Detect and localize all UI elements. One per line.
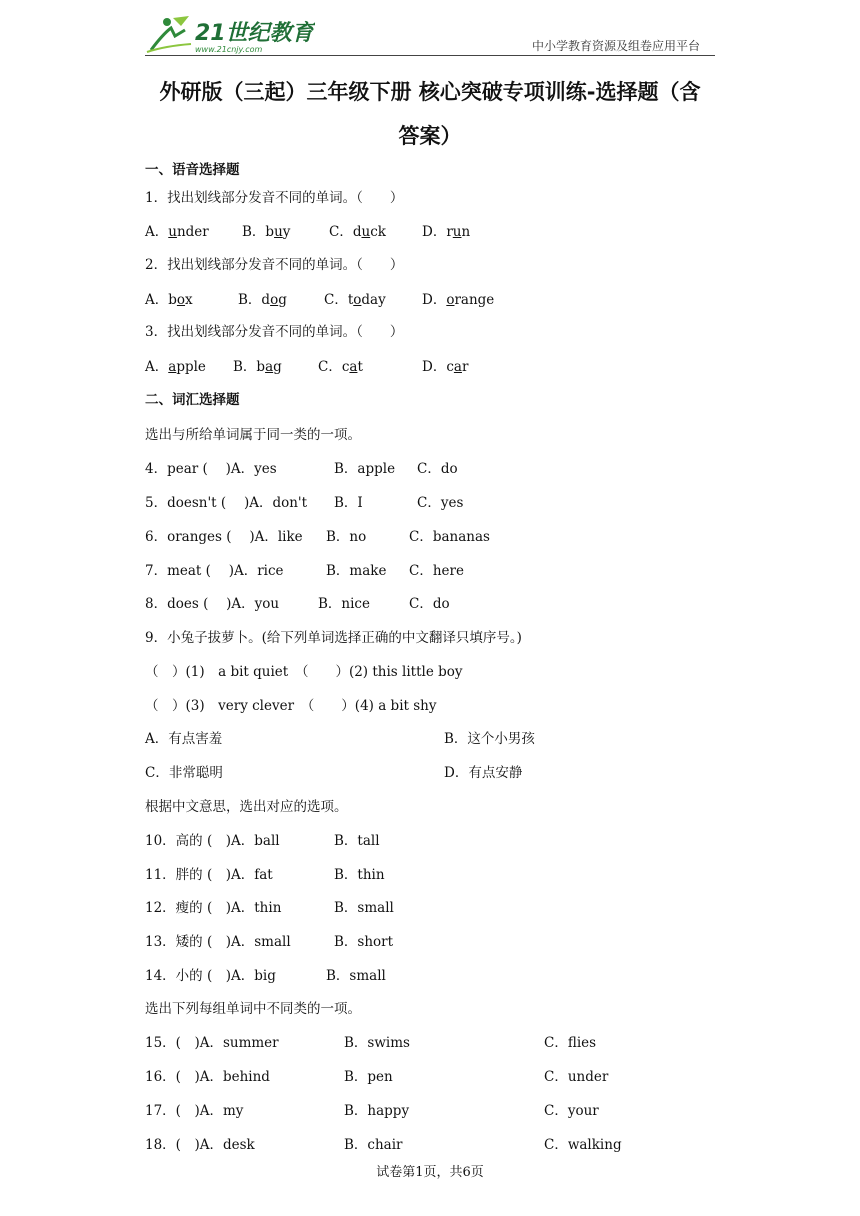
question-1-option-d: D．run xyxy=(422,224,471,240)
question-14: 14．小的 ( )A．big xyxy=(145,968,276,984)
question-4-option-c: C．do xyxy=(417,461,458,477)
instruction-same-category: 选出与所给单词属于同一类的一项。 xyxy=(145,427,361,443)
question-15-option-b: B．swims xyxy=(344,1035,410,1051)
question-7: 7．meat ( )A．rice xyxy=(145,563,284,579)
section-heading-vocabulary: 二、词汇选择题 xyxy=(145,392,240,408)
section-heading-phonics: 一、语音选择题 xyxy=(145,162,240,178)
question-9-option-d: D．有点安静 xyxy=(444,765,523,781)
question-6-option-b: B．no xyxy=(326,529,367,545)
svg-text:21世纪教育: 21世纪教育 xyxy=(195,21,314,46)
question-9-row-2: （ ）(3) very clever （ ）(4) a bit shy xyxy=(145,698,437,714)
question-1-option-b: B．buy xyxy=(242,224,291,240)
question-3-option-b: B．bag xyxy=(233,359,282,375)
question-16-option-c: C．under xyxy=(544,1069,609,1085)
question-10: 10．高的 ( )A．ball xyxy=(145,833,280,849)
question-2-option-c: C．today xyxy=(324,292,386,308)
question-9-option-c: C．非常聪明 xyxy=(145,765,223,781)
question-4: 4．pear ( )A．yes xyxy=(145,461,277,477)
question-1-option-c: C．duck xyxy=(329,224,386,240)
question-2-option-d: D．orange xyxy=(422,292,495,308)
question-9-option-b: B．这个小男孩 xyxy=(444,731,535,747)
question-9-row-1: （ ）(1) a bit quiet （ ）(2) this little boy xyxy=(145,664,463,680)
question-11: 11．胖的 ( )A．fat xyxy=(145,867,273,883)
doc-title-line1: 外研版（三起）三年级下册 核心突破专项训练-选择题（含 xyxy=(159,80,701,104)
svg-text:www.21cnjy.com: www.21cnjy.com xyxy=(195,45,263,54)
page-number: 试卷第1页，共6页 xyxy=(376,1165,484,1180)
question-2-option-a: A．box xyxy=(145,292,193,308)
question-18-option-b: B．chair xyxy=(344,1137,403,1153)
doc-title-line2: 答案） xyxy=(398,124,462,148)
question-2-stem: 2．找出划线部分发音不同的单词。（ ） xyxy=(145,257,404,273)
site-logo xyxy=(145,12,315,56)
question-17-option-c: C．your xyxy=(544,1103,599,1119)
question-2-option-b: B．dog xyxy=(238,292,287,308)
question-12-option-b: B．small xyxy=(334,900,394,916)
instruction-chinese-meaning: 根据中文意思，选出对应的选项。 xyxy=(145,799,348,815)
question-14-option-b: B．small xyxy=(326,968,386,984)
question-6: 6．oranges ( )A．like xyxy=(145,529,303,545)
header-divider xyxy=(145,55,715,56)
question-17: 17．( )A．my xyxy=(145,1103,244,1119)
question-15: 15．( )A．summer xyxy=(145,1035,279,1051)
platform-name: 中小学教育资源及组卷应用平台 xyxy=(531,39,700,53)
question-1-option-a: A．under xyxy=(145,224,209,240)
question-18: 18．( )A．desk xyxy=(145,1137,255,1153)
question-1-stem: 1．找出划线部分发音不同的单词。（ ） xyxy=(145,190,404,206)
question-16: 16．( )A．behind xyxy=(145,1069,270,1085)
question-8-option-b: B．nice xyxy=(318,596,370,612)
question-5-option-c: C．yes xyxy=(417,495,464,511)
question-16-option-b: B．pen xyxy=(344,1069,393,1085)
question-17-option-b: B．happy xyxy=(344,1103,410,1119)
question-3-option-c: C．cat xyxy=(318,359,363,375)
question-6-option-c: C．bananas xyxy=(409,529,490,545)
instruction-different-category: 选出下列每组单词中不同类的一项。 xyxy=(145,1001,361,1017)
question-9-stem: 9．小兔子拔萝卜。(给下列单词选择正确的中文翻译只填序号。) xyxy=(145,630,522,646)
question-18-option-c: C．walking xyxy=(544,1137,622,1153)
question-5-option-b: B．I xyxy=(334,495,363,511)
question-4-option-b: B．apple xyxy=(334,461,396,477)
question-10-option-b: B．tall xyxy=(334,833,380,849)
question-8: 8．does ( )A．you xyxy=(145,596,280,612)
question-3-option-d: D．car xyxy=(422,359,469,375)
question-11-option-b: B．thin xyxy=(334,867,385,883)
question-3-option-a: A．apple xyxy=(145,359,206,375)
question-12: 12．瘦的 ( )A．thin xyxy=(145,900,282,916)
question-13: 13．矮的 ( )A．small xyxy=(145,934,291,950)
question-13-option-b: B．short xyxy=(334,934,394,950)
question-3-stem: 3．找出划线部分发音不同的单词。（ ） xyxy=(145,324,404,340)
question-7-option-b: B．make xyxy=(326,563,387,579)
question-8-option-c: C．do xyxy=(409,596,450,612)
question-7-option-c: C．here xyxy=(409,563,464,579)
question-9-option-a: A．有点害羞 xyxy=(145,731,223,747)
question-15-option-c: C．flies xyxy=(544,1035,597,1051)
question-5: 5．doesn't ( )A．don't xyxy=(145,495,308,511)
